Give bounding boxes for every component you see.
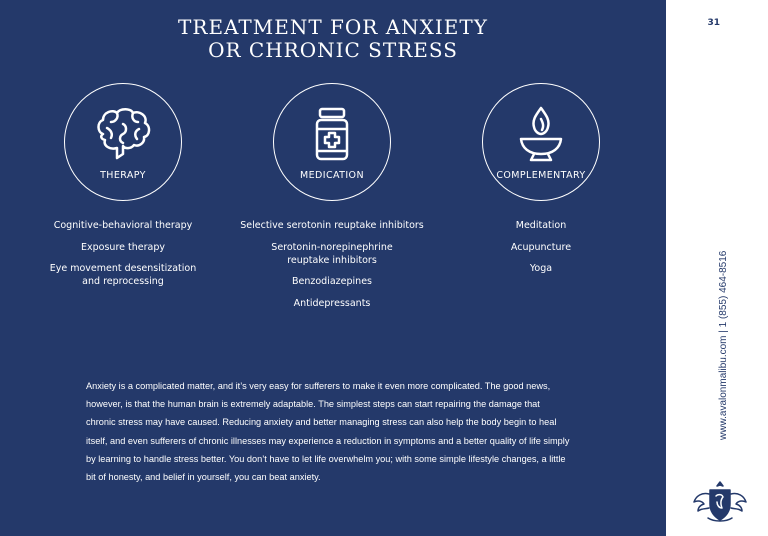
contact-info[interactable]: www.avalonmalibu.com | 1 (855) 464-8516 xyxy=(718,250,729,440)
complementary-list xyxy=(466,219,616,284)
page-number: 31 xyxy=(707,18,720,28)
complementary-label: COMPLEMENTARY xyxy=(496,170,586,181)
therapy-list xyxy=(48,219,198,297)
list-item: Benzodiazepines xyxy=(292,276,372,287)
list-item: Yoga xyxy=(529,263,553,274)
medication-circle xyxy=(273,83,391,201)
list-item: Cognitive-behavioral therapy xyxy=(53,220,193,231)
side-panel xyxy=(666,0,768,536)
complementary-circle xyxy=(482,83,600,201)
list-item: Antidepressants xyxy=(293,297,371,309)
list-item: Serotonin-norepinephrine reuptake inhibitors xyxy=(271,241,393,266)
flame-bowl-icon xyxy=(516,106,566,162)
page-title-line-1: TREATMENT FOR ANXIETY xyxy=(178,15,488,39)
list-item: Eye movement desensitization and reprocessing xyxy=(49,263,197,287)
list-item: Meditation xyxy=(515,220,567,231)
page-title-line-2: OR CHRONIC STRESS xyxy=(208,38,458,62)
therapy-label: THERAPY xyxy=(100,170,146,181)
medication-list xyxy=(237,219,427,318)
medication-label: MEDICATION xyxy=(300,170,364,181)
list-item: Acupuncture xyxy=(510,241,572,253)
therapy-circle xyxy=(64,83,182,201)
list-item: Exposure therapy xyxy=(81,241,165,253)
crest-logo-icon xyxy=(690,478,750,526)
list-item: Selective serotonin reuptake inhibitors xyxy=(240,220,424,231)
brain-icon xyxy=(93,106,153,160)
pill-bottle-icon xyxy=(312,106,352,162)
body-paragraph: Anxiety is a complicated matter, and it’s very easy for sufferers to make it even more complicated. The good news, however, is that the human brain is extremely adaptable. The simplest steps can start repairing the damage that chronic stress may have caused. Reducing anxiety and better managing stress can also help the body begin to heal itself, and even sufferers of chronic illnesses may experience a reduction in symptoms and a better quality of life simply by learning to handle stress better. You don’t have to let life overwhelm you; with some simple lifestyle changes, a little bit of honesty, and belief in yourself, you can beat anxiety. xyxy=(86,381,570,483)
